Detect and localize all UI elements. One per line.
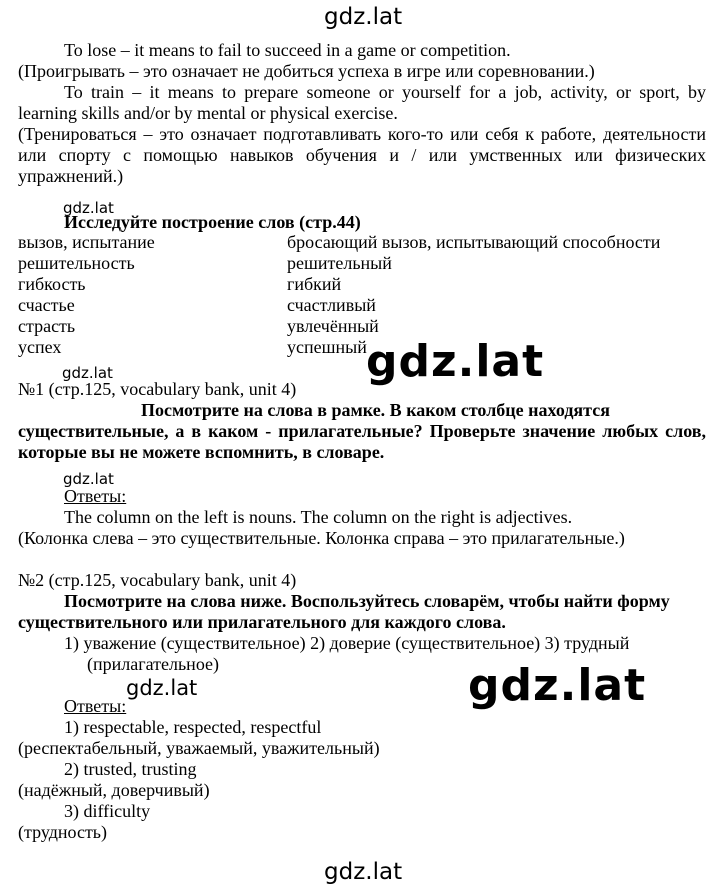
exercise1-task-line1: Посмотрите на слова в рамке. В каком столбце находятся [141,400,610,420]
exercise2-answer-2-ru: (надёжный, доверчивый) [18,780,210,800]
exercise1-answer-ru: (Колонка слева – это существительные. Колонка справа – это прилагательные.) [18,528,625,548]
word-noun: успех [18,337,62,357]
definition-lose-ru: (Проигрывать – это означает не добиться успеха в игре или соревновании.) [18,61,595,81]
exercise2-answer-1: 1) respectable, respected, respectful [64,717,322,737]
word-noun: решительность [18,253,135,273]
exercise2-answers-label: Ответы: [64,696,127,716]
word-adjective: гибкий [287,274,342,294]
watermark-big-center: gdz.lat [366,336,545,387]
watermark-top: gdz.lat [324,4,403,30]
watermark-exercise1: gdz.lat [62,364,113,382]
watermark-bottom: gdz.lat [324,859,403,885]
exercise2-items-line2: (прилагательное) [87,654,220,674]
word-adjective: счастливый [287,295,376,315]
word-adjective: решительный [287,253,392,273]
watermark-answers2: gdz.lat [126,676,198,700]
word-noun: гибкость [18,274,86,294]
watermark-section: gdz.lat [63,199,114,217]
exercise2-task-line1: Посмотрите на слова ниже. Воспользуйтесь словарём, чтобы найти форму [64,591,670,611]
word-adjective: бросающий вызов, испытывающий способности [287,232,661,252]
exercise2-items-line1: 1) уважение (существительное) 2) доверие (существительное) 3) трудный [64,633,630,653]
word-noun: счастье [18,295,75,315]
definition-lose-en: To lose – it means to fail to succeed in a game or competition. [64,40,511,60]
exercise2-task-line2: существительного или прилагательного для каждого слова. [18,612,506,632]
exercise2-header: №2 (стр.125, vocabulary bank, unit 4) [18,570,297,590]
exercise1-answers-label: Ответы: [64,486,127,506]
exercise2-answer-3-ru: (трудность) [18,822,108,842]
word-noun: вызов, испытание [18,232,155,252]
exercise1-header: №1 (стр.125, vocabulary bank, unit 4) [18,379,297,399]
exercise2-answer-2: 2) trusted, trusting [64,759,197,779]
exercise1-answer-en: The column on the left is nouns. The column on the right is adjectives. [64,507,573,527]
definition-train-en: To train – it means to prepare someone or yourself for a job, activity, or sport, by learning skills and/or by mental or physical exercise. [18,82,706,123]
word-noun: страсть [18,316,76,336]
exercise2-answer-1-ru: (респектабельный, уважаемый, уважительный) [18,738,380,758]
exercise1-task-rest: существительные, а в каком - прилагательные? Проверьте значение любых слов, которые вы не можете вспомнить, в словаре. [18,421,706,462]
watermark-answers1: gdz.lat [63,470,114,488]
word-adjective: увлечённый [287,316,379,336]
word-building-title: Исследуйте построение слов (стр.44) [64,212,361,232]
exercise2-answer-3: 3) difficulty [64,801,151,821]
watermark-big-right: gdz.lat [468,660,647,711]
definition-train-ru: (Тренироваться – это означает подготавливать кого-то или себя к работе, деятельности или спорту с помощью навыков обучения и / или умственных или физических упражнений.) [18,124,706,186]
word-adjective: успешный [287,337,367,357]
